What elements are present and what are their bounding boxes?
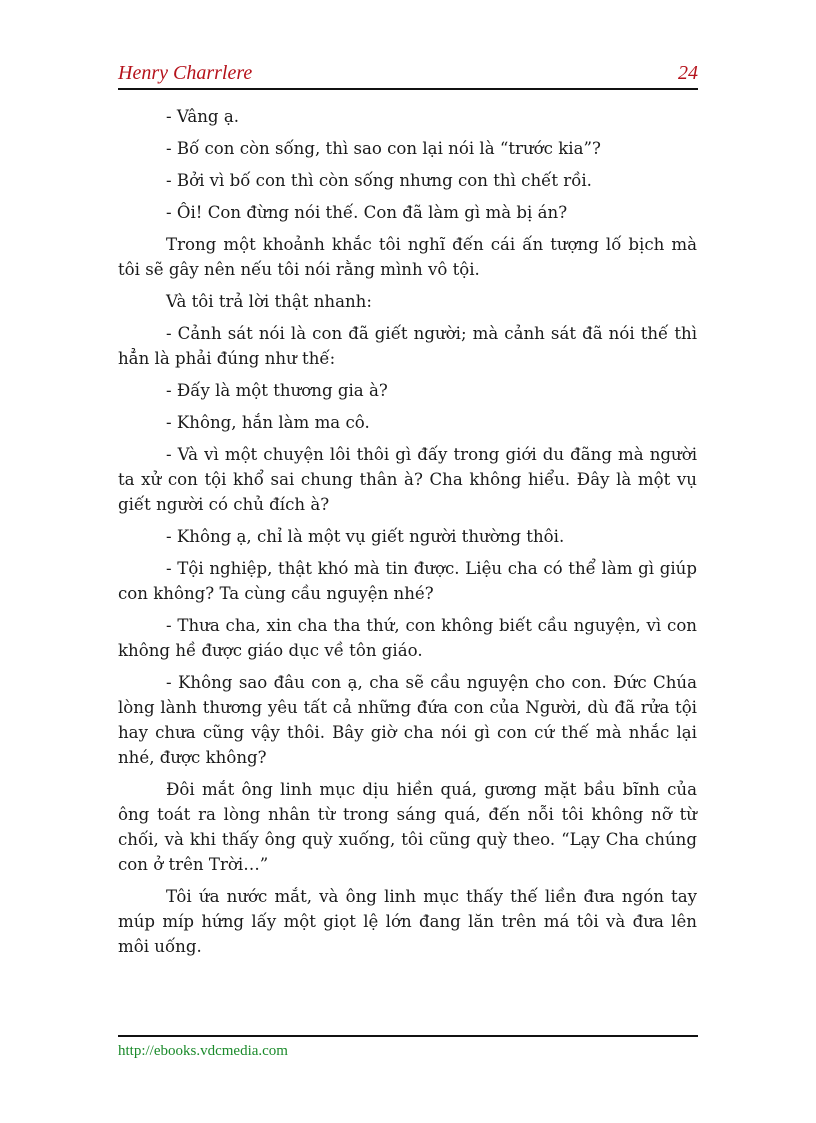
paragraph: Đôi mắt ông linh mục dịu hiền quá, gương mặt bầu bĩnh của ông toát ra lòng nhân từ trong sáng quá, đến nỗi tôi không nỡ từ chối, và khi thấy ông quỳ xuống, tôi cũng quỳ theo. “Lạy Cha chúng con ở trên Trời…” (118, 780, 697, 874)
paragraph: - Không sao đâu con ạ, cha sẽ cầu nguyện cho con. Đức Chúa lòng lành thương yêu tất cả những đứa con của Người, dù đã rửa tội hay chưa cũng vậy thôi. Bây giờ cha nói gì con cứ thế mà nhắc lại nhé, được không? (118, 673, 697, 767)
paragraph: - Bố con còn sống, thì sao con lại nói là “trước kia”? (166, 139, 601, 158)
page-header (118, 60, 698, 90)
paragraph: - Bởi vì bố con thì còn sống nhưng con thì chết rồi. (166, 171, 592, 190)
page-number: 24 (678, 62, 698, 84)
paragraph: - Vâng ạ. (166, 107, 239, 126)
paragraph: - Và vì một chuyện lôi thôi gì đấy trong giới du đãng mà người ta xử con tội khổ sai chung thân à? Cha không hiểu. Đây là một vụ giết người có chủ đích à? (118, 445, 697, 514)
paragraph: - Tội nghiệp, thật khó mà tin được. Liệu cha có thể làm gì giúp con không? Ta cùng cầu nguyện nhé? (118, 559, 697, 603)
footer-link[interactable]: http://ebooks.vdcmedia.com (118, 1043, 288, 1059)
paragraph: - Không ạ, chỉ là một vụ giết người thường thôi. (166, 527, 565, 546)
header-author: Henry Charrlere (118, 62, 253, 84)
footer-divider (118, 1035, 698, 1037)
paragraph: - Thưa cha, xin cha tha thứ, con không biết cầu nguyện, vì con không hề được giáo dục về tôn giáo. (118, 616, 697, 660)
paragraph: - Không, hắn làm ma cô. (166, 413, 370, 432)
body-text (118, 104, 697, 966)
paragraph: - Ôi! Con đừng nói thế. Con đã làm gì mà bị án? (166, 203, 568, 222)
paragraph: Và tôi trả lời thật nhanh: (166, 292, 372, 311)
paragraph: Tôi ứa nước mắt, và ông linh mục thấy thế liền đưa ngón tay múp míp hứng lấy một giọt lệ lớn đang lăn trên má tôi và đưa lên môi uống. (118, 887, 697, 956)
paragraph: Trong một khoảnh khắc tôi nghĩ đến cái ấn tượng lố bịch mà tôi sẽ gây nên nếu tôi nói rằng mình vô tội. (118, 235, 697, 279)
paragraph: - Đấy là một thương gia à? (166, 381, 388, 400)
paragraph: - Cảnh sát nói là con đã giết người; mà cảnh sát đã nói thế thì hẳn là phải đúng như thế: (118, 324, 697, 368)
